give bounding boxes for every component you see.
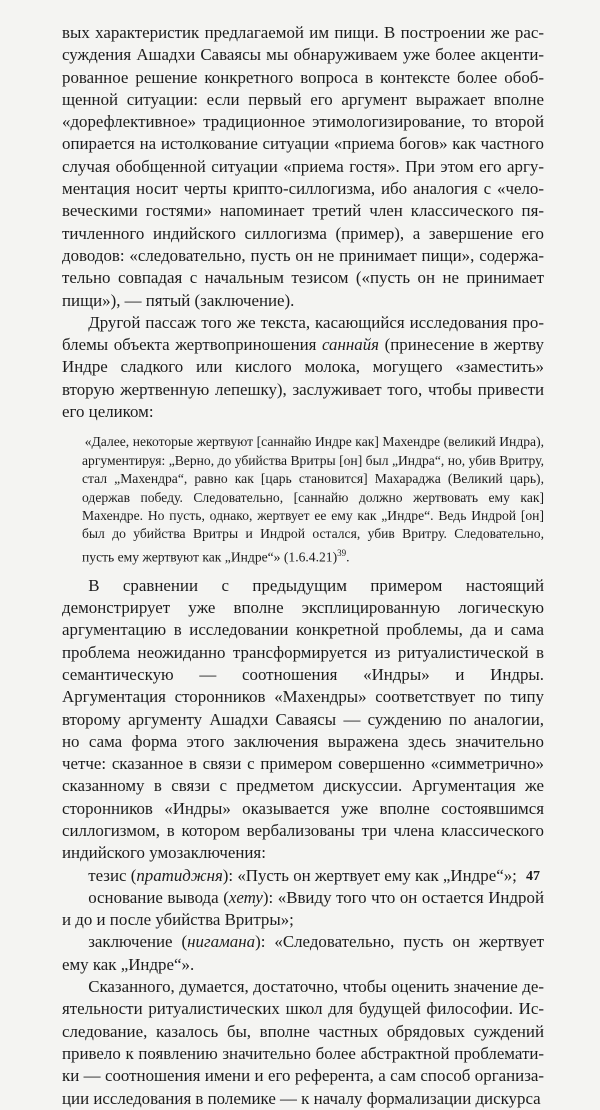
list-item-reason — [62, 887, 544, 932]
list-item-thesis — [62, 865, 544, 887]
page-number: 47 — [526, 869, 540, 884]
list-item-rest: ): «Следовательно, пусть он жертвует ему как „Индре“». — [62, 932, 544, 974]
syllogism-list — [62, 865, 544, 976]
paragraph-comparison: В сравнении с предыдущим примером настоящий демонстрирует уже вполне эксплицированную логическую аргументацию в исследовании конкретной проблемы, да и сама проблема неожиданно трансформируется из ритуалистической в семантическую — соотношения «Индры» и Индры. Аргументация сторонников «Махендры» соответствует по типу второму аргументу Ашадхи Саваясы — суждению по аналогии, но сама форма этого заключения выражена здесь значительно четче: сказанное в связи с примером совершенно «симметрично» сказанному в связи с предметом дискуссии. Аргументация же сторонников «Индры» оказывается уже вполне состоявшимся силлогизмом, в котором вербализованы три члена классического индийского умозаключения: — [62, 575, 544, 863]
quote-text: «Далее, некоторые жертвуют [саннайю Индре как] Махендре (великий Индра), аргументируя: „Верно, до убийства Вритры [он] был „Индра“, но, убив Вритру, стал „Махендра“, равно как [царь становится] Махараджа (Великий царь), одержав победу. Следовательно, [саннайю должно жертвовать ему как] Махендре. Но пусть, однако, жертвует ее ему как „Индре“. Ведь Индрой [он] был до убийства Вритры и Индрой остался, убив Вритру. Следовательно, пусть ему жертвуют как „Индре“» (1.6.4.21) — [82, 434, 544, 565]
paragraph-conclusion: Сказанного, думается, достаточно, чтобы оценить значение деятельности ритуалистических школ для будущей философии. Исследование, казалось бы, вполне частных обрядовых суждений привело к появлению значительно более абстрактной проблематики — соотношения имени и его референта, а сам способ организации исследования в полемике — к началу формализации дискурса — [62, 977, 544, 1108]
list-item-lead: заключение ( — [88, 932, 188, 952]
list-item-lead: основание вывода ( — [88, 887, 229, 907]
term-sannaya: саннайя — [322, 335, 380, 355]
term-pratijna: пратиджня — [136, 865, 223, 885]
list-item-lead: тезис ( — [88, 865, 137, 885]
footnote-ref: 39 — [337, 547, 347, 558]
quote-end: . — [346, 549, 350, 565]
block-quote — [68, 433, 544, 566]
term-hetu: хету — [228, 887, 263, 907]
paragraph-continuation: вых характеристик предлагаемой им пищи. В построении же рассуждения Ашадхи Саваясы мы обнаруживаем уже более акцентированное решение конкретного вопроса в контексте более обобщенной ситуации: если первый его аргумент выражает вполне «дорефлективное» традиционное этимологизирование, то второй опирается на истолкование ситуации «приема богов» как частного случая обобщенной ситуации «приема гостя». При этом его аргументация носит черты крипто-силлогизма, ибо аналогия с «человеческими гостями» напоминает третий член классического пятичленного индийского силлогизма (пример), а завершение его доводов: «следовательно, пусть он не принимает пищи», содержательно совпадая с начальным тезисом («пусть он не принимает пищи»), — пятый (заключение). — [62, 23, 544, 310]
list-item-rest: ): «Ввиду того что он остается Индрой и до и после убийства Вритры»; — [62, 887, 544, 930]
list-item-rest: ): «Пусть он жертвует ему как „Индре“»; — [222, 865, 517, 885]
term-nigamana: нигамана — [187, 932, 256, 952]
paragraph-text: Другой пассаж того же текста, касающийся исследования проблемы объекта жертвоприношения — [62, 312, 544, 355]
paragraph-sannaya — [62, 312, 544, 423]
list-item-conclusion — [62, 931, 544, 976]
paragraph-text: (принесение в жертву Индре сладкого или кислого молока, могущего «заместить» вторую жертвенную лепешку), заслуживает того, чтобы привести его целиком: — [62, 335, 544, 422]
